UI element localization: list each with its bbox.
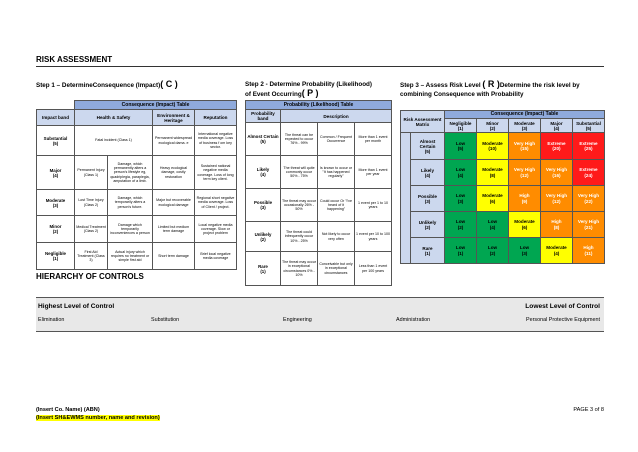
consequence-table [36,100,237,270]
step1-title [36,80,178,90]
control-administration: Administration [396,317,431,323]
env-cell: Permanent widespread ecological dama. e [153,126,195,156]
risk-level-value: (3) [521,250,528,256]
desc-frequency: More than 1 event per month [355,123,392,156]
risk-level-label: Very High [545,167,568,173]
col-probability-band: Probability band [246,110,281,123]
risk-level-value: (8) [489,172,496,178]
matrix-col-code: (4) [553,125,560,131]
matrix-col-name: Negligible [449,120,472,126]
matrix-col-name: Major [550,120,563,126]
matrix-row-header [411,160,445,186]
band-code: (2) [260,236,266,242]
step2-title-line2: of Event Occurring [245,91,302,98]
risk-level-value: (3) [457,198,464,204]
band-code: (4) [52,172,59,178]
matrix-cell [541,160,573,186]
risk-level-value: (4) [457,172,464,178]
probability-table [245,100,392,286]
desc-occurrence: Could occur Or "I've heard of it happening" [318,189,355,222]
matrix-col-header [509,119,541,133]
band-code: (4) [260,172,266,177]
rep-cell: Local negative media coverage. Slow or project problem [195,216,237,243]
desc-occurrence: Common / Frequent Occurrence [318,123,355,156]
band-name: Rare [258,263,268,269]
matrix-row-code: (5) [424,148,431,154]
matrix-col-code: (3) [521,125,528,131]
table-row [246,189,392,222]
risk-level-label: High [519,193,530,199]
risk-level-value: (6) [521,224,528,230]
matrix-row [401,212,605,238]
matrix-col-header [445,119,477,133]
control-engineering: Engineering [283,317,312,323]
risk-level-label: Low [487,219,498,225]
col-reputation: Reputation [195,110,237,126]
highest-control-label: Highest Level of Control [38,303,115,310]
risk-level-value: (6) [489,198,496,204]
risk-level-label: Low [455,219,466,225]
lowest-control-label: Lowest Level of Control [525,303,600,310]
band-name: Negligible [45,251,66,256]
hs-desc-cell: Actual injury which requires no treatment or simple first aid [108,243,153,270]
band-name: Moderate [45,197,66,203]
step2-title-line1: Step 2 - Determine Probability (Likelihood) [245,81,373,88]
matrix-row [401,186,605,212]
matrix-cell [445,133,477,160]
band-code: (2) [52,229,59,234]
band-name: Minor [49,224,62,229]
hs-desc-cell: Damage, which temporarily alters a person's future. [108,190,153,216]
desc-occurrence: Is known to occur or "It has happened regularly" [318,156,355,189]
risk-level-label: Extreme [579,167,598,173]
consequence-caption: Consequence (Impact) Table [75,101,237,110]
col-health-safety: Health & Safety [75,110,153,126]
matrix-col-code: (1) [457,125,464,131]
band-code: (1) [260,268,266,274]
env-cell: Limited but medium term damage [153,216,195,243]
risk-level-value: (4) [553,250,560,256]
matrix-row-header [411,133,445,160]
matrix-cell [477,160,509,186]
band-name: Major [49,167,62,173]
matrix-row-name: Unlikely [418,219,437,225]
step3-title-prefix: Step 3 – Assess Risk Level [400,82,481,89]
matrix-row-header [411,212,445,238]
matrix-cell [509,186,541,212]
risk-level-label: Low [455,140,466,146]
desc-frequency: Less than 1 event per 100 years [355,252,392,286]
band-name: Almost Certain [247,134,279,139]
risk-level-label: Moderate [514,219,535,225]
matrix-col-name: Moderate [514,120,535,126]
band-code: (3) [260,205,266,210]
probability-caption: Probability (Likelihood) Table [246,101,392,110]
matrix-row [401,160,605,186]
table-row [37,126,237,156]
env-cell: Heavy ecological damage, costly restoration [153,156,195,190]
step3-title-suffix: Determine the risk level by [499,82,580,89]
hierarchy-title: HIERARCHY OF CONTROLS [36,272,144,281]
matrix-cell [541,186,573,212]
table-row [37,156,237,190]
hs-class-cell: Permanent Injury (Class 1) [75,156,108,190]
matrix-col-header [541,119,573,133]
risk-level-label: Low [487,245,498,251]
table-row [37,190,237,216]
desc-occurrence: Conceivable but only in exceptional circumstances [318,252,355,286]
risk-level-label: Extreme [579,140,598,146]
matrix-row-code: (1) [424,250,431,256]
title-rule [36,66,604,67]
matrix-cell [573,186,605,212]
risk-level-value: (5) [457,146,464,151]
band-name: Likely [256,167,270,172]
col-environment: Environment & Heritage [153,110,195,126]
matrix-cell [573,160,605,186]
hs-class-cell: Lost Time Injury (Class 2) [75,190,108,216]
env-cell: Major but recoverable ecological damage [153,190,195,216]
matrix-col-header [477,119,509,133]
page-title: RISK ASSESSMENT [36,55,113,64]
table-row [246,222,392,252]
matrix-col-code: (2) [489,125,496,131]
matrix-cell [509,160,541,186]
risk-level-label: Moderate [546,245,567,251]
desc-frequency: More than 1 event per year [355,156,392,189]
matrix-cell [509,212,541,238]
risk-level-value: (1) [457,250,464,256]
band-name: Unlikely [254,231,272,237]
matrix-cell [509,133,541,160]
matrix-cell [477,133,509,160]
matrix-col-code: (5) [585,125,592,131]
risk-level-value: (22) [584,198,593,204]
table-row [246,252,392,286]
risk-level-value: (15) [520,146,529,151]
table-row [246,156,392,189]
matrix-corner: Risk Assessment Matrix [401,111,445,133]
risk-level-label: Very High [513,140,536,146]
matrix-row-code: (2) [424,224,431,230]
rep-cell: Brief local negative media coverage [195,243,237,270]
hs-class-cell: Medical Treatment (Class 2) [75,216,108,243]
matrix-cell [445,160,477,186]
risk-level-label: Extreme [547,140,566,146]
risk-level-value: (24) [584,172,593,178]
risk-level-label: Low [455,167,466,173]
matrix-cell [477,186,509,212]
matrix-cell [541,212,573,238]
matrix-row-name: Almost Certain [419,138,436,149]
risk-level-value: (2) [489,250,496,256]
step1-code: ( C ) [160,79,178,89]
matrix-row-name: Likely [420,167,435,173]
table-row [37,216,237,243]
matrix-cell [541,133,573,160]
matrix-cell [541,238,573,264]
step2-code: ( P ) [301,88,319,98]
matrix-row-header [411,186,445,212]
step2-title [245,80,372,99]
matrix-row [401,133,605,160]
matrix-row-code: (4) [424,172,431,178]
matrix-cell [445,238,477,264]
matrix-cell [477,238,509,264]
desc-frequency: 1 event per 10 to 100 years [355,222,392,252]
risk-level-value: (4) [489,224,496,230]
desc-frequency: 1 event per 1 to 10 years [355,189,392,222]
risk-level-label: Low [455,245,466,251]
risk-level-value: (2) [457,224,464,230]
risk-level-label: Low [455,193,466,199]
risk-level-value: (25) [584,146,593,151]
risk-level-value: (11) [584,250,593,256]
matrix-col-name: Minor [486,120,499,126]
risk-level-value: (10) [488,146,497,151]
hierarchy-band [36,297,604,332]
control-ppe: Personal Protective Equipment [525,317,600,323]
desc-threat: The threat may occur occasionally 26% - 50% [281,189,318,222]
risk-level-label: Very High [577,193,600,199]
risk-level-value: (12) [520,172,529,178]
matrix-cell [477,212,509,238]
risk-level-label: High [551,219,562,225]
step3-title-line2: combining Consequence with Probability [400,91,524,98]
hs-cell: Fatal incident (Class 1) [75,126,153,156]
risk-level-value: (8) [553,224,560,230]
risk-level-label: High [583,245,594,251]
hs-desc-cell: Damage, which permanently alters a person's lifestyle eg, quadriplegia, paraplegia, amputation of a limb. [108,156,153,190]
matrix-col-name: Substantial [576,120,601,126]
control-substitution: Substitution [151,317,180,323]
matrix-row-name: Possible [418,193,437,199]
desc-threat: The threat may occur in exceptional circumstances 0% - 10% [281,252,318,286]
footer-page-number: PAGE 3 of 8 [573,407,604,413]
matrix-caption: Consequence (Impact) Table [445,111,605,119]
band-code: (3) [52,202,59,208]
rep-cell: International negative media coverage. Loss of business f om key sector. [195,126,237,156]
band-code: (1) [52,256,59,261]
risk-level-label: Low [519,245,530,251]
band-code: (5) [52,140,59,146]
control-elimination: Elimination [38,317,65,323]
risk-level-label: Moderate [482,193,503,199]
step3-code: ( R ) [482,79,500,89]
risk-level-value: (16) [552,172,561,178]
rep-cell: Sustained national negative media coverage. Loss of long term key client. [195,156,237,190]
matrix-col-header [573,119,605,133]
desc-threat: The threat will quite commonly occur 50% - 75% [281,156,318,189]
matrix-row [401,238,605,264]
matrix-cell [573,212,605,238]
risk-level-label: Moderate [482,167,503,173]
matrix-cell [445,212,477,238]
hs-desc-cell: Damage which temporarily inconveniences a person [108,216,153,243]
risk-level-label: Very High [577,219,600,225]
band-name: Possible [253,200,273,205]
risk-level-value: (21) [584,224,593,230]
probability-side-label [401,133,411,264]
desc-threat: The threat could infrequently occur 10% - 25% [281,222,318,252]
matrix-cell [445,186,477,212]
band-name: Substantial [43,135,68,141]
matrix-cell [573,133,605,160]
matrix-cell [573,238,605,264]
matrix-row-name: Rare [422,245,433,251]
matrix-row-header [411,238,445,264]
col-impact-band: Impact band [37,110,75,126]
col-description: Description [281,110,392,123]
table-row [37,243,237,270]
step1-title-text: Step 1 – DetermineConsequence (Impact) [36,82,161,89]
footer-swms: (Insert SH&EWMS number, name and revision) [36,415,160,421]
risk-level-value: (9) [521,198,528,204]
step3-title [400,80,580,99]
table-row [246,123,392,156]
risk-matrix [400,110,605,264]
rep-cell: Regional short negative media coverage. Loss of Client / project. [195,190,237,216]
risk-level-value: (12) [552,198,561,204]
matrix-row-code: (3) [424,198,431,204]
band-code: (5) [260,139,266,144]
risk-level-label: Moderate [482,140,503,146]
matrix-cell [509,238,541,264]
desc-occurrence: Not likely to occur very often [318,222,355,252]
risk-level-value: (20) [552,146,561,151]
risk-level-label: Very High [513,167,536,173]
footer-company: (Insert Co. Name) (ABN) [36,407,100,413]
risk-level-label: Very High [545,193,568,199]
hs-class-cell: First Aid Treatment (Class 3) [75,243,108,270]
desc-threat: The threat can be expected to occur 76% - 99% [281,123,318,156]
env-cell: Short term damage [153,243,195,270]
